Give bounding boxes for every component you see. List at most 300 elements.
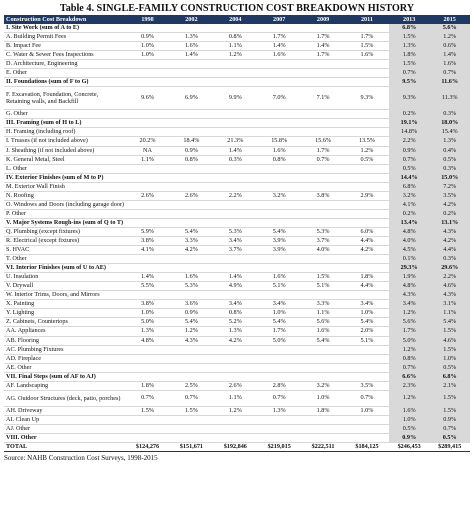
cell-value: 0.8%	[257, 155, 301, 164]
cell-value	[257, 372, 301, 381]
section-row	[4, 173, 470, 182]
cell-value	[345, 372, 389, 381]
cell-value	[126, 69, 170, 78]
cell-value: 1.7%	[257, 33, 301, 42]
cell-value: 4.6%	[429, 282, 470, 291]
cell-value	[345, 209, 389, 218]
cell-value	[126, 182, 170, 191]
cell-value: 4.8%	[389, 227, 430, 236]
cell-value	[345, 182, 389, 191]
cell-value	[126, 200, 170, 209]
cell-value: 5.0%	[257, 336, 301, 345]
cell-value	[213, 78, 257, 87]
cost-breakdown-table	[4, 15, 470, 452]
cell-value: 20.2%	[126, 137, 170, 146]
cell-value: 1.5%	[345, 42, 389, 51]
cell-value: 1.4%	[429, 51, 470, 60]
cell-value	[257, 69, 301, 78]
cell-value: 1.0%	[126, 42, 170, 51]
cell-value	[301, 255, 345, 264]
cell-value	[301, 182, 345, 191]
cell-value	[257, 354, 301, 363]
cell-value: 0.3%	[429, 255, 470, 264]
cell-value	[257, 164, 301, 173]
table-row	[4, 191, 470, 200]
cell-value	[257, 128, 301, 137]
cell-value: 6.8%	[389, 24, 430, 33]
cell-value	[126, 164, 170, 173]
cell-value: 2.6%	[213, 381, 257, 390]
cell-value: 4.8%	[389, 282, 430, 291]
cell-value	[345, 424, 389, 433]
source-note: Source: NAHB Construction Cost Surveys, 1998-2015	[4, 454, 158, 463]
cell-value	[345, 200, 389, 209]
cell-value: 1.7%	[301, 51, 345, 60]
table-row	[4, 363, 470, 372]
table-title: Table 4. SINGLE-FAMILY CONSTRUCTION COST BREAKDOWN HISTORY	[59, 3, 415, 14]
cell-value	[126, 255, 170, 264]
cell-value	[126, 354, 170, 363]
table-row	[4, 336, 470, 345]
cell-value	[301, 354, 345, 363]
row-label: M. Exterior Wall Finish	[4, 182, 126, 191]
cell-value	[301, 363, 345, 372]
table-row	[4, 255, 470, 264]
cell-value: 1.5%	[389, 33, 430, 42]
cell-value: 2.0%	[345, 327, 389, 336]
cell-value: 0.7%	[429, 424, 470, 433]
cell-value: 9.3%	[345, 87, 389, 110]
table-row	[4, 273, 470, 282]
column-header-year: 2002	[169, 15, 213, 24]
cell-value	[301, 164, 345, 173]
cell-value: 1.5%	[429, 390, 470, 406]
cell-value: 1.5%	[429, 327, 470, 336]
section-row	[4, 433, 470, 442]
cell-value	[126, 424, 170, 433]
cell-value	[169, 345, 213, 354]
cell-value	[345, 415, 389, 424]
column-header-year: 2004	[213, 15, 257, 24]
cell-value: 1.5%	[169, 406, 213, 415]
cell-value	[345, 128, 389, 137]
row-label: AE. Other	[4, 363, 126, 372]
row-label: I. Site Work (sum of A to E)	[4, 24, 126, 33]
cell-value: 9.6%	[126, 87, 170, 110]
cell-value: 4.4%	[345, 282, 389, 291]
table-body	[4, 24, 470, 452]
cell-value	[257, 345, 301, 354]
table-row	[4, 390, 470, 406]
cell-value	[169, 164, 213, 173]
cell-value: 15.6%	[301, 137, 345, 146]
row-label: E. Other	[4, 69, 126, 78]
cell-value: 3.8%	[126, 236, 170, 245]
cell-value: 15.8%	[257, 137, 301, 146]
column-header-year: 2007	[257, 15, 301, 24]
cell-value	[213, 173, 257, 182]
cell-value: 3.4%	[213, 236, 257, 245]
cell-value	[169, 24, 213, 33]
table-row	[4, 146, 470, 155]
cell-value	[213, 164, 257, 173]
cell-value	[213, 415, 257, 424]
cell-value	[257, 264, 301, 273]
cell-value: 0.7%	[389, 363, 430, 372]
cell-value: 4.1%	[126, 246, 170, 255]
cell-value	[345, 24, 389, 33]
cell-value	[126, 128, 170, 137]
row-label: G. Other	[4, 110, 126, 119]
cell-value	[257, 218, 301, 227]
row-label: U. Insulation	[4, 273, 126, 282]
cell-value	[126, 433, 170, 442]
cell-value	[126, 372, 170, 381]
cell-value: 1.5%	[389, 60, 430, 69]
cell-value: 1.6%	[301, 327, 345, 336]
cell-value	[126, 119, 170, 128]
cell-value: 5.4%	[429, 318, 470, 327]
cell-value	[169, 424, 213, 433]
row-label: AA. Appliances	[4, 327, 126, 336]
cell-value: 9.3%	[389, 87, 430, 110]
cell-value: 0.7%	[126, 390, 170, 406]
table-row	[4, 209, 470, 218]
cell-value: 0.8%	[213, 33, 257, 42]
cell-value: 1.7%	[345, 33, 389, 42]
cell-value	[345, 119, 389, 128]
cell-value: 5.1%	[257, 282, 301, 291]
cell-value: NA	[126, 146, 170, 155]
table-row	[4, 200, 470, 209]
cell-value: 1.8%	[301, 406, 345, 415]
cell-value	[126, 291, 170, 300]
cell-value	[126, 173, 170, 182]
cell-value	[301, 128, 345, 137]
cell-value: 3.4%	[213, 300, 257, 309]
cell-value: 7.1%	[301, 87, 345, 110]
cell-value	[213, 264, 257, 273]
cell-value	[169, 119, 213, 128]
cell-value: 29.6%	[429, 264, 470, 273]
cell-value: 14.4%	[389, 173, 430, 182]
row-label: S. HVAC	[4, 246, 126, 255]
cell-value: 0.7%	[389, 155, 430, 164]
cell-value: 5.1%	[301, 282, 345, 291]
cell-value	[126, 78, 170, 87]
cell-value	[345, 433, 389, 442]
cell-value: 1.6%	[257, 51, 301, 60]
cell-value: 1.1%	[126, 155, 170, 164]
cell-value	[169, 363, 213, 372]
row-label: VII. Final Steps (sum of AF to AJ)	[4, 372, 126, 381]
cell-value	[257, 119, 301, 128]
cell-value	[126, 363, 170, 372]
cell-value	[126, 110, 170, 119]
cell-value: $246,453	[389, 442, 430, 451]
table-row	[4, 327, 470, 336]
cell-value: 4.2%	[213, 336, 257, 345]
cell-value	[345, 69, 389, 78]
cell-value: 2.2%	[389, 137, 430, 146]
row-label: TOTAL	[4, 442, 126, 451]
cell-value: 0.3%	[429, 164, 470, 173]
cell-value: 1.4%	[213, 146, 257, 155]
cell-value: 3.4%	[257, 300, 301, 309]
table-row	[4, 69, 470, 78]
cell-value: 3.4%	[389, 300, 430, 309]
row-label: J. Sheathing (if not included above)	[4, 146, 126, 155]
cell-value: 0.5%	[389, 424, 430, 433]
cell-value: 18.0%	[429, 119, 470, 128]
cell-value: 9.9%	[213, 87, 257, 110]
cell-value: 0.8%	[389, 354, 430, 363]
cell-value	[169, 209, 213, 218]
table-row	[4, 406, 470, 415]
cell-value: 4.2%	[429, 200, 470, 209]
cell-value: 3.8%	[126, 300, 170, 309]
cell-value	[213, 433, 257, 442]
cell-value	[345, 78, 389, 87]
row-label: V. Drywall	[4, 282, 126, 291]
cell-value: 6.0%	[345, 227, 389, 236]
cell-value: 11.3%	[429, 87, 470, 110]
cell-value	[345, 363, 389, 372]
cell-value: 2.2%	[429, 273, 470, 282]
table-row	[4, 110, 470, 119]
table-row	[4, 381, 470, 390]
cell-value: 13.5%	[345, 137, 389, 146]
cell-value	[345, 345, 389, 354]
table-row	[4, 309, 470, 318]
cell-value: 6.6%	[389, 372, 430, 381]
cell-value: 2.8%	[257, 381, 301, 390]
cell-value: 0.9%	[126, 33, 170, 42]
section-row	[4, 372, 470, 381]
cell-value	[301, 110, 345, 119]
table-row	[4, 87, 470, 110]
cell-value: 1.6%	[257, 146, 301, 155]
cell-value: 0.9%	[169, 309, 213, 318]
row-label: Q. Plumbing (except fixtures)	[4, 227, 126, 236]
cell-value: 18.4%	[169, 137, 213, 146]
cell-value	[126, 209, 170, 218]
cell-value: 3.2%	[257, 191, 301, 200]
cell-value	[301, 78, 345, 87]
cell-value: 0.8%	[213, 309, 257, 318]
cell-value: $151,671	[169, 442, 213, 451]
cell-value	[345, 354, 389, 363]
row-label: AH. Driveway	[4, 406, 126, 415]
row-label: X. Painting	[4, 300, 126, 309]
column-header-year: 2009	[301, 15, 345, 24]
cell-value: 1.9%	[389, 273, 430, 282]
row-label: IV. Exterior Finishes (sum of M to P)	[4, 173, 126, 182]
cell-value	[213, 69, 257, 78]
row-label: H. Framing (including roof)	[4, 128, 126, 137]
cell-value	[257, 433, 301, 442]
cell-value	[213, 24, 257, 33]
cell-value	[169, 200, 213, 209]
cell-value	[345, 60, 389, 69]
column-header-year: 2015	[429, 15, 470, 24]
cell-value	[169, 372, 213, 381]
cell-value: 15.0%	[429, 173, 470, 182]
cell-value: 4.6%	[429, 336, 470, 345]
cell-value: 0.5%	[429, 433, 470, 442]
cell-value: 2.6%	[169, 191, 213, 200]
cell-value: 1.7%	[257, 327, 301, 336]
cell-value	[169, 415, 213, 424]
cell-value	[213, 255, 257, 264]
cell-value: 1.0%	[126, 51, 170, 60]
cell-value: 3.5%	[345, 381, 389, 390]
cell-value	[169, 354, 213, 363]
cell-value	[213, 363, 257, 372]
row-label: AG. Outdoor Structures (deck, patio, porches)	[4, 390, 126, 406]
cell-value: 1.3%	[389, 42, 430, 51]
cell-value	[169, 78, 213, 87]
cell-value: 5.6%	[389, 318, 430, 327]
cell-value: 1.6%	[429, 60, 470, 69]
cell-value: 6.8%	[389, 182, 430, 191]
cell-value	[257, 182, 301, 191]
section-row	[4, 119, 470, 128]
cell-value: 1.0%	[389, 415, 430, 424]
cell-value	[257, 60, 301, 69]
cell-value: 5.4%	[301, 336, 345, 345]
cell-value: 5.4%	[169, 227, 213, 236]
cell-value: 1.3%	[169, 33, 213, 42]
cell-value	[257, 200, 301, 209]
cell-value: 4.4%	[429, 246, 470, 255]
cell-value: 4.3%	[429, 291, 470, 300]
section-row	[4, 264, 470, 273]
cell-value: 7.2%	[429, 182, 470, 191]
cell-value	[345, 291, 389, 300]
cell-value: 1.4%	[301, 42, 345, 51]
cell-value	[169, 69, 213, 78]
cell-value	[301, 372, 345, 381]
cell-value: 3.5%	[429, 191, 470, 200]
cell-value: 3.3%	[169, 236, 213, 245]
row-label: W. Interior Trims, Doors, and Mirrors	[4, 291, 126, 300]
cell-value	[257, 110, 301, 119]
cell-value: 0.9%	[169, 146, 213, 155]
row-label: VI. Interior Finishes (sum of U to AE)	[4, 264, 126, 273]
cell-value: 3.6%	[169, 300, 213, 309]
cell-value: 3.8%	[301, 191, 345, 200]
cell-value: 0.7%	[301, 155, 345, 164]
cell-value	[345, 173, 389, 182]
cell-value	[301, 69, 345, 78]
cell-value: 2.9%	[345, 191, 389, 200]
cell-value	[301, 60, 345, 69]
cell-value	[301, 345, 345, 354]
cell-value: 0.3%	[213, 155, 257, 164]
row-label: III. Framing (sum of H to L)	[4, 119, 126, 128]
cell-value	[169, 291, 213, 300]
cell-value	[257, 255, 301, 264]
section-row	[4, 218, 470, 227]
cell-value	[169, 433, 213, 442]
row-label: B. Impact Fee	[4, 42, 126, 51]
table-row	[4, 415, 470, 424]
cell-value: 4.2%	[169, 246, 213, 255]
cell-value: 1.2%	[389, 309, 430, 318]
cell-value: 0.5%	[429, 155, 470, 164]
cell-value: 1.2%	[345, 146, 389, 155]
cell-value: 1.8%	[126, 381, 170, 390]
cell-value: 4.3%	[429, 227, 470, 236]
cell-value: 0.5%	[429, 363, 470, 372]
row-label: L. Other	[4, 164, 126, 173]
cell-value: 2.3%	[389, 381, 430, 390]
cell-value: 3.1%	[429, 300, 470, 309]
cell-value: 13.1%	[429, 218, 470, 227]
cell-value: 4.3%	[389, 291, 430, 300]
row-label: I. Trusses (if not included above)	[4, 137, 126, 146]
cell-value: 1.0%	[126, 309, 170, 318]
cell-value: $222,511	[301, 442, 345, 451]
cell-value: 3.9%	[257, 236, 301, 245]
cell-value: 2.1%	[429, 381, 470, 390]
cell-value: 5.4%	[257, 318, 301, 327]
row-label: AF. Landscaping	[4, 381, 126, 390]
cell-value: 0.2%	[389, 209, 430, 218]
cell-value: 1.6%	[169, 42, 213, 51]
cell-value: 21.3%	[213, 137, 257, 146]
cell-value: 1.7%	[301, 33, 345, 42]
cell-value: 1.0%	[257, 309, 301, 318]
table-row	[4, 246, 470, 255]
cell-value	[213, 182, 257, 191]
row-label: V. Major Systems Rough-ins (sum of Q to T)	[4, 218, 126, 227]
cell-value: 1.3%	[257, 406, 301, 415]
table-row	[4, 318, 470, 327]
cell-value	[169, 173, 213, 182]
cell-value	[213, 424, 257, 433]
cell-value: 1.7%	[389, 327, 430, 336]
cell-value	[213, 372, 257, 381]
table-row	[4, 137, 470, 146]
cell-value: 3.9%	[257, 246, 301, 255]
cell-value: 5.0%	[389, 336, 430, 345]
cell-value: 1.1%	[213, 390, 257, 406]
row-label: Z. Cabinets, Countertops	[4, 318, 126, 327]
column-header-label: Construction Cost Breakdown	[4, 15, 126, 24]
row-label: O. Windows and Doors (including garage door)	[6, 200, 125, 208]
cell-value	[213, 110, 257, 119]
cell-value: 4.0%	[389, 236, 430, 245]
cell-value: 4.9%	[213, 282, 257, 291]
cell-value: 5.0%	[126, 318, 170, 327]
row-label: AC. Plumbing Fixtures	[4, 345, 126, 354]
row-label: AB. Flooring	[4, 336, 126, 345]
table-row	[4, 33, 470, 42]
column-header-year: 2013	[389, 15, 430, 24]
cell-value: 1.0%	[429, 354, 470, 363]
cell-value: 6.9%	[169, 87, 213, 110]
cell-value: 9.5%	[389, 78, 430, 87]
cell-value: 2.6%	[126, 191, 170, 200]
cell-value: 1.5%	[429, 345, 470, 354]
cell-value	[345, 218, 389, 227]
cell-value: 3.2%	[389, 191, 430, 200]
cell-value	[126, 264, 170, 273]
cell-value	[301, 433, 345, 442]
cell-value: 14.8%	[389, 128, 430, 137]
